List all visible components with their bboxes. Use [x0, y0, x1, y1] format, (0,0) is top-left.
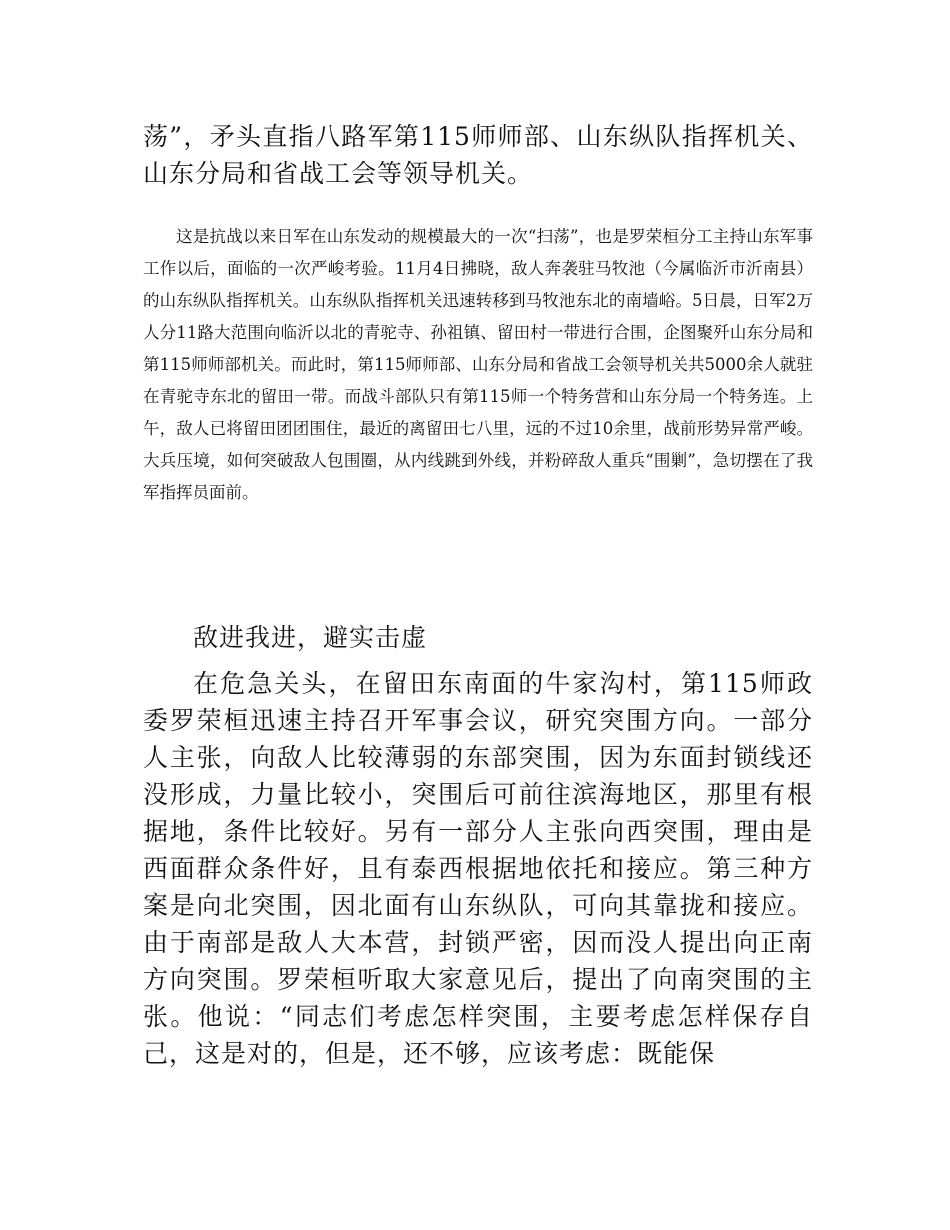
continuation-paragraph: 荡”，矛头直指八路军第115师师部、山东纵队指挥机关、山东分局和省战工会等领导机关。 [143, 122, 813, 188]
background-paragraph: 这是抗战以来日军在山东发动的规模最大的一次“扫荡”，也是罗荣桓分工主持山东军事工作以后，面临的一次严峻考验。11月4日拂晓，敌人奔袭驻马牧池（今属临沂市沂南县）的山东纵队指挥机关。山东纵队指挥机关迅速转移到马牧池东北的南墙峪。5日晨，日军2万人分11路大范围向临沂以北的青驼寺、孙祖镇、留田村一带进行合围，企图聚歼山东分局和第115师师部机关。而此时，第115师师部、山东分局和省战工会领导机关共5000余人就驻在青驼寺东北的留田一带。而战斗部队只有第115师一个特务营和山东分局一个特务连。上午，敌人已将留田团团围住，最近的离留田七八里，远的不过10余里，战前形势异常严峻。大兵压境，如何突破敌人包围圈，从内线跳到外线，并粉碎敌人重兵“围剿”，急切摆在了我军指挥员面前。 [143, 227, 813, 502]
section-heading: 敌进我进，避实击虚 [193, 623, 428, 652]
main-paragraph: 在危急关头，在留田东南面的牛家沟村，第115师政委罗荣桓迅速主持召开军事会议，研究突围方向。一部分人主张，向敌人比较薄弱的东部突围，因为东面封锁线还没形成，力量比较小，突围后可前往滨海地区，那里有根据地，条件比较好。另有一部分人主张向西突围，理由是西面群众条件好，且有泰西根据地依托和接应。第三种方案是向北突围，因北面有山东纵队，可向其靠拢和接应。由于南部是敌人大本营，封锁严密，因而没人提出向正南方向突围。罗荣桓听取大家意见后，提出了向南突围的主张。他说：“同志们考虑怎样突围，主要考虑怎样保存自己，这是对的，但是，还不够，应该考虑：既能保 [143, 669, 813, 1068]
